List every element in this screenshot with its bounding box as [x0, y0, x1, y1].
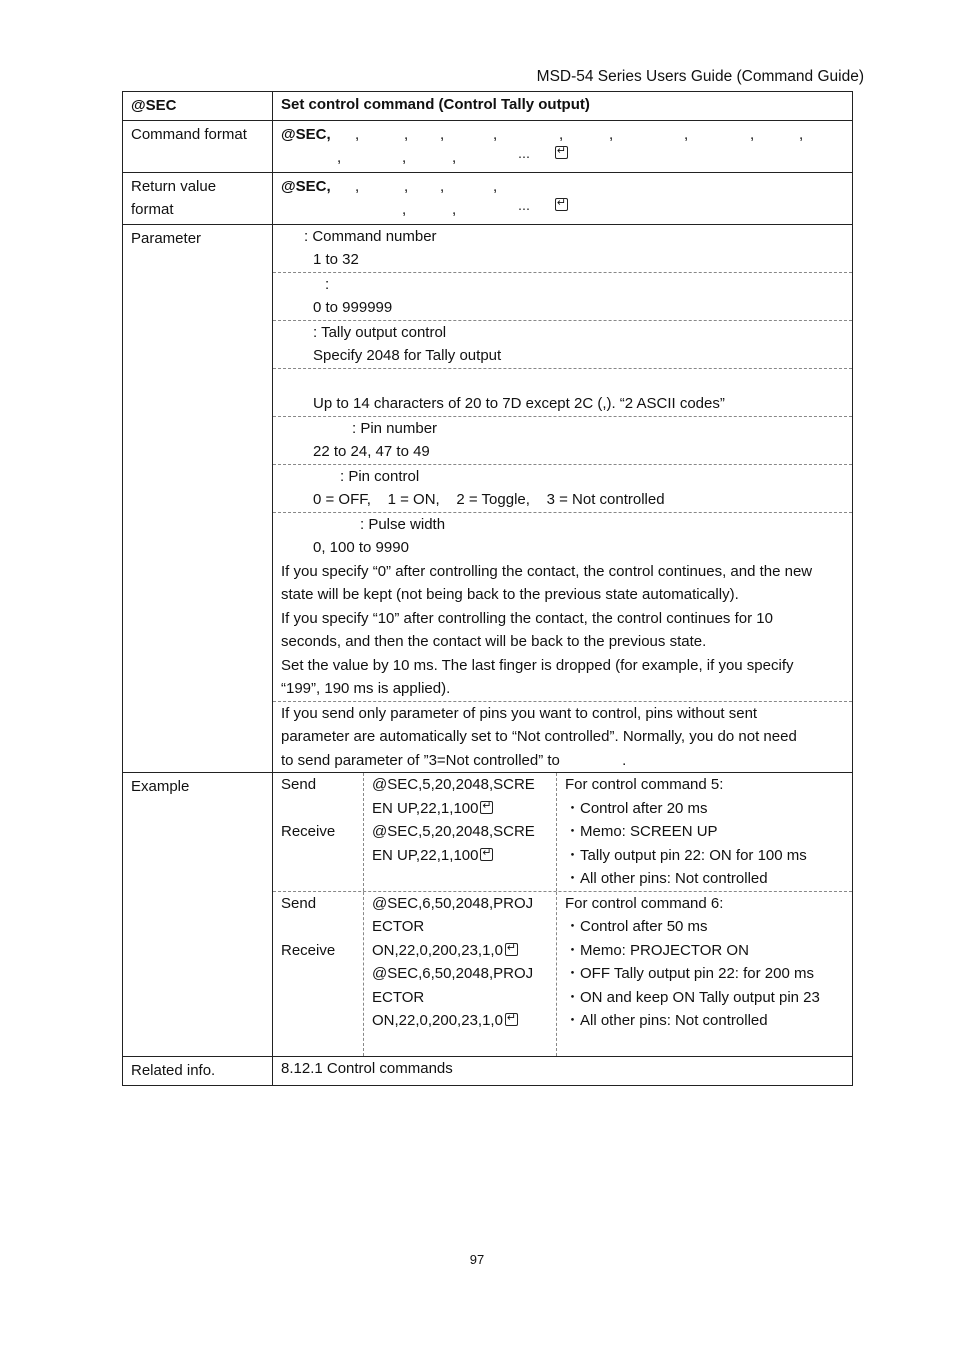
description-line: For control command 5:	[565, 776, 724, 793]
example-list	[273, 773, 852, 1056]
command-name: @SEC	[123, 92, 273, 120]
return-format-label-line-2: format	[131, 201, 174, 218]
param-title: :	[325, 275, 330, 293]
param-note: seconds, and then the contact will be back to the previous state.	[281, 633, 707, 650]
command-table	[122, 91, 853, 1086]
param-memo	[273, 368, 852, 416]
send-command: @SEC,5,20,2048,SCRE	[372, 776, 535, 793]
related-label: Related info.	[123, 1057, 273, 1085]
param-note: state will be kept (not being back to the previous state automatically).	[281, 586, 739, 603]
command-format-row	[123, 120, 852, 172]
param-title: : Tally output control	[313, 323, 447, 341]
related-row	[123, 1056, 852, 1085]
receive-command: ON,22,0,200,23,1,0	[372, 1012, 503, 1029]
return-format-line-1: @SEC, , , , ,	[273, 175, 852, 199]
param-title-blank	[273, 369, 852, 393]
send-command: @SEC,6,50,2048,PROJ	[372, 894, 534, 912]
command-format-label: Command format	[123, 121, 273, 172]
param-range: 1 to 32	[313, 251, 359, 268]
description-line: ・All other pins: Not controlled	[565, 1012, 768, 1029]
param-range: Up to 14 characters of 20 to 7D except 2C (,). “2 ASCII codes”	[313, 395, 725, 412]
param-note: If you send only parameter of pins you want to control, pins without sent	[281, 704, 758, 722]
param-range: 0, 100 to 9990	[313, 539, 409, 556]
return-format-label-line-1: Return value	[131, 177, 217, 195]
param-note: If you specify “0” after controlling the contact, the control continues, and the new	[281, 562, 813, 580]
example-commands	[364, 892, 557, 1057]
receive-label: Receive	[281, 941, 336, 959]
example-2	[273, 891, 852, 1057]
ellipsis: ⋯	[518, 202, 530, 216]
send-command: ON,22,0,200,23,1,0	[372, 941, 503, 959]
command-format-line-1: @SEC, , , , , , , , , ,	[273, 123, 852, 147]
example-1	[273, 773, 852, 891]
parameter-row	[123, 224, 852, 773]
return-key-icon	[505, 1013, 518, 1026]
parameter-label: Parameter	[123, 225, 273, 773]
example-direction	[273, 892, 364, 1057]
example-direction	[273, 773, 364, 891]
return-key-icon	[480, 848, 493, 861]
receive-command: ECTOR	[372, 988, 425, 1006]
param-note: Set the value by 10 ms. The last finger is dropped (for example, if you specify	[281, 656, 794, 674]
param-time	[273, 272, 852, 320]
description-line: ・Memo: PROJECTOR ON	[565, 941, 749, 959]
return-format-label	[123, 173, 273, 224]
param-note: “199”, 190 ms is applied).	[281, 680, 451, 697]
param-pin-number	[273, 416, 852, 464]
return-key-icon	[555, 146, 568, 159]
param-pin-control	[273, 464, 852, 512]
receive-label: Receive	[281, 823, 336, 840]
description-line: ・All other pins: Not controlled	[565, 870, 768, 887]
param-general-note	[273, 701, 852, 773]
param-note-text: to send parameter of ”3=Not controlled” to	[281, 751, 560, 769]
param-title: : Pulse width	[360, 515, 446, 533]
example-row	[123, 772, 852, 1056]
return-format-value	[273, 173, 852, 224]
param-note	[273, 749, 852, 773]
param-command-number	[273, 225, 852, 272]
description-line: For control command 6:	[565, 894, 724, 912]
receive-command: @SEC,6,50,2048,PROJ	[372, 965, 534, 982]
related-value: 8.12.1 Control commands	[281, 1060, 453, 1077]
param-range: 22 to 24, 47 to 49	[313, 443, 430, 460]
example-commands	[364, 773, 557, 891]
page-number: 97	[469, 1252, 485, 1267]
param-range: Specify 2048 for Tally output	[313, 347, 502, 364]
return-key-icon	[555, 198, 568, 211]
command-format-value	[273, 121, 852, 172]
parameter-list	[273, 225, 852, 773]
return-format-prefix: @SEC,	[281, 177, 331, 195]
param-note-end: .	[622, 751, 627, 769]
param-pulse-width	[273, 512, 852, 701]
param-range: 0 to 999999	[313, 299, 393, 316]
command-title: Set control command (Control Tally output)	[281, 96, 590, 113]
param-title: : Pin control	[340, 467, 420, 485]
example-label: Example	[123, 773, 273, 1056]
param-note: parameter are automatically set to “Not controlled”. Normally, you do not need	[281, 728, 797, 745]
return-format-row	[123, 172, 852, 224]
receive-command: @SEC,5,20,2048,SCRE	[372, 823, 535, 840]
return-key-icon	[505, 943, 518, 956]
description-line: ・Tally output pin 22: ON for 100 ms	[565, 846, 807, 864]
ellipsis: ⋯	[518, 150, 530, 164]
description-line: ・Control after 50 ms	[565, 918, 708, 935]
param-range: 0 = OFF, 1 = ON, 2 = Toggle, 3 = Not controlled	[313, 491, 665, 508]
example-description	[557, 892, 852, 1057]
document-header: MSD-54 Series Users Guide (Command Guide)	[536, 68, 864, 85]
param-title: : Command number	[304, 227, 437, 245]
send-label: Send	[281, 776, 317, 793]
description-line: ・ON and keep ON Tally output pin 23	[565, 988, 820, 1006]
return-key-icon	[480, 801, 493, 814]
example-description	[557, 773, 852, 891]
description-line: ・Control after 20 ms	[565, 799, 708, 817]
description-line: ・OFF Tally output pin 22: for 200 ms	[565, 965, 815, 982]
send-label: Send	[281, 894, 317, 912]
title-row	[123, 92, 852, 120]
param-title: : Pin number	[352, 419, 438, 437]
param-note: If you specify “10” after controlling the contact, the control continues for 10	[281, 609, 773, 627]
param-tally-control	[273, 320, 852, 368]
send-command: EN UP,22,1,100	[372, 799, 479, 817]
command-format-prefix: @SEC,	[281, 125, 331, 143]
receive-command: EN UP,22,1,100	[372, 846, 479, 864]
send-command: ECTOR	[372, 918, 425, 935]
description-line: ・Memo: SCREEN UP	[565, 823, 718, 840]
return-format-line-2: , , ⋯ ↵	[273, 198, 852, 222]
command-format-line-2: , , , ⋯ ↵	[273, 146, 852, 170]
